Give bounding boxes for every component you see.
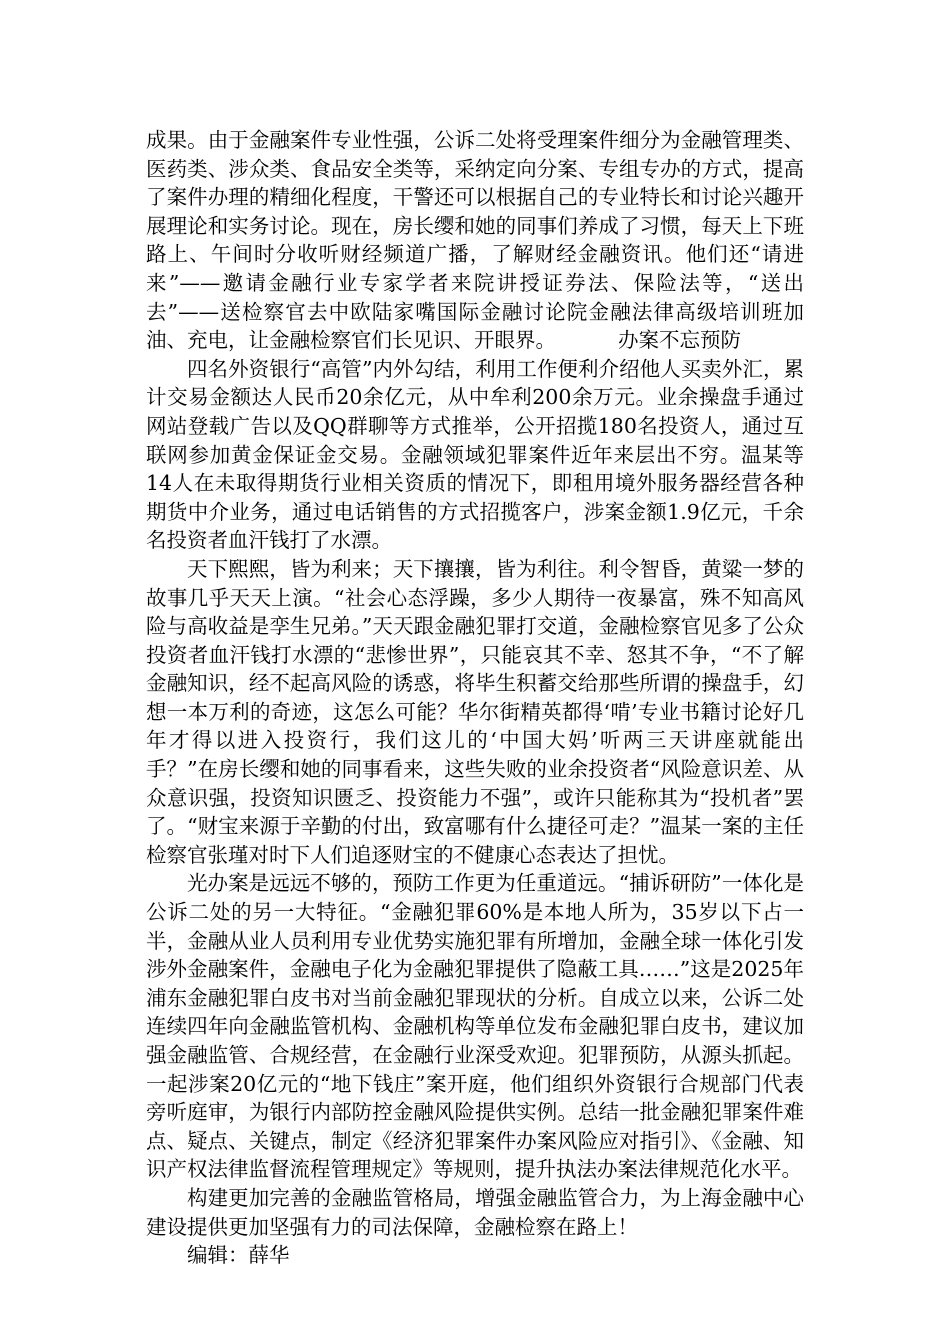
- editor-credit: 编辑：薛华: [187, 1243, 290, 1268]
- paragraph-5: 构建更加完善的金融监管格局，增强金融监管合力，为上海金融中心建设提供更加坚强有力的司法保障，金融检察在路上！: [146, 1185, 804, 1239]
- paragraph-1: [146, 126, 804, 355]
- paragraph-1-text: 成果。由于金融案件专业性强，公诉二处将受理案件细分为金融管理类、医药类、涉众类、食品安全类等，采纳定向分案、专组专办的方式，提高了案件办理的精细化程度，干警还可以根据自己的专业特长和讨论兴趣开展理论和实务讨论。现在，房长缨和她的同事们养成了习惯，每天上下班路上、午间时分收听财经频道广播，了解财经金融资讯。他们还“请进来”——邀请金融行业专家学者来院讲授证券法、保险法等，“送出去”——送检察官去中欧陆家嘴国际金融讨论院金融法律高级培训班加油、充电，让金融检察官们长见识、开眼界。: [146, 128, 804, 353]
- paragraph-3: 天下熙熙，皆为利来；天下攘攘，皆为利往。利令智昏，黄粱一梦的故事几乎天天上演。“社会心态浮躁，多少人期待一夜暴富，殊不知高风险与高收益是孪生兄弟。”天天跟金融犯罪打交道，金融检察官见多了公众投资者血汗钱打水漂的“悲惨世界”，只能哀其不幸、怒其不争，“不了解金融知识，经不起高风险的诱惑，将毕生积蓄交给那些所谓的操盘手，幻想一本万利的奇迹，这怎么可能？华尔街精英都得‘啃’专业书籍讨论好几年才得以进入投资行，我们这儿的‘中国大妈’听两三天讲座就能出手？”在房长缨和她的同事看来，这些失败的业余投资者“风险意识差、从众意识强，投资知识匮乏、投资能力不强”，或许只能称其为“投机者”罢了。“财宝来源于辛勤的付出，致富哪有什么捷径可走？”温某一案的主任检察官张瑾对时下人们追逐财宝的不健康心态表达了担忧。: [146, 556, 804, 867]
- paragraph-2: 四名外资银行“高管”内外勾结，利用工作便利介绍他人买卖外汇，累计交易金额达人民币20余亿元，从中牟利200余万元。业余操盘手通过网站登载广告以及QQ群聊等方式推举，公开招揽180名投资人，通过互联网参加黄金保证金交易。金融领域犯罪案件近年来层出不穷。温某等14人在未取得期货行业相关资质的情况下，即租用境外服务器经营各种期货中介业务，通过电话销售的方式招揽客户，涉案金额1.9亿元，千余名投资者血汗钱打了水漂。: [146, 356, 804, 553]
- paragraph-4: 光办案是远远不够的，预防工作更为任重道远。“捕诉研防”一体化是公诉二处的另一大特征。“金融犯罪60%是本地人所为，35岁以下占一半，金融从业人员利用专业优势实施犯罪有所增加，金融全球一体化引发涉外金融案件，金融电子化为金融犯罪提供了隐蔽工具……”这是2025年浦东金融犯罪白皮书对当前金融犯罪现状的分析。自成立以来，公诉二处连续四年向金融监管机构、金融机构等单位发布金融犯罪白皮书，建议加强金融监管、合规经营，在金融行业深受欢迎。犯罪预防，从源头抓起。一起涉案20亿元的“地下钱庄”案开庭，他们组织外资银行合规部门代表旁听庭审，为银行内部防控金融风险提供实例。总结一批金融犯罪案件难点、疑点、关键点，制定《经济犯罪案件办案风险应对指引》、《金融、知识产权法律监督流程管理规定》等规则，提升执法办案法律规范化水平。: [146, 871, 804, 1182]
- section-heading: 办案不忘预防: [618, 328, 741, 353]
- document-body: [146, 126, 804, 1270]
